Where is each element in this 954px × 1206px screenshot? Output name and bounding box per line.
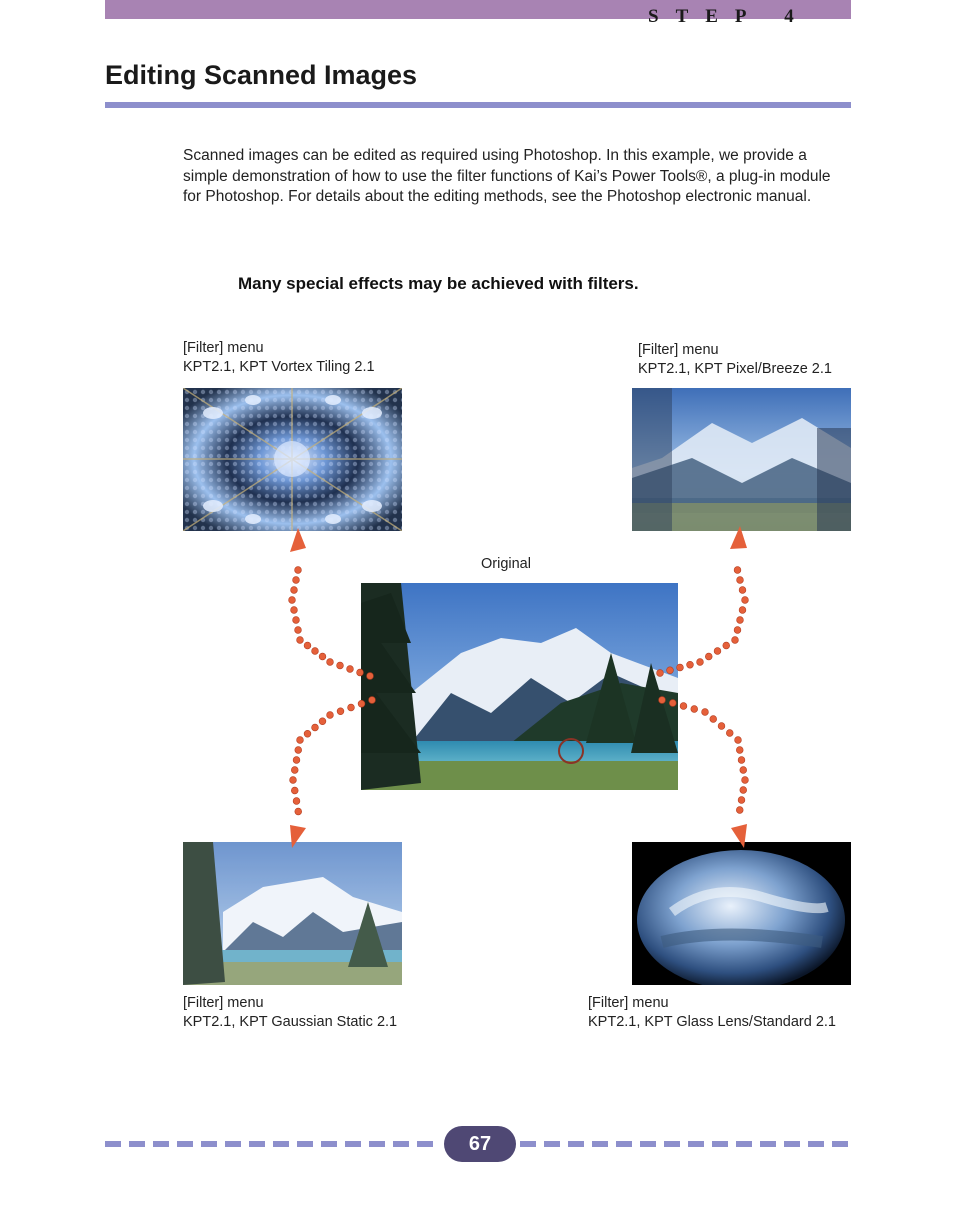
footer-dash — [712, 1141, 728, 1147]
footer-dash — [177, 1141, 193, 1147]
caption-original: Original — [481, 556, 531, 572]
footer-dash — [273, 1141, 289, 1147]
footer-dash — [153, 1141, 169, 1147]
footer-dash — [616, 1141, 632, 1147]
caption-filter-name: KPT2.1, KPT Pixel/Breeze 2.1 — [638, 361, 832, 377]
footer-dash — [664, 1141, 680, 1147]
footer-dash — [417, 1141, 433, 1147]
caption-menu: [Filter] menu — [183, 340, 264, 356]
caption-menu: [Filter] menu — [183, 995, 264, 1011]
footer-dash — [321, 1141, 337, 1147]
footer-dash — [393, 1141, 409, 1147]
footer-dash — [736, 1141, 752, 1147]
footer-dash — [544, 1141, 560, 1147]
section-subheading: Many special effects may be achieved with filters. — [238, 274, 639, 293]
footer-dash — [784, 1141, 800, 1147]
caption-menu: [Filter] menu — [588, 995, 669, 1011]
footer-dash — [129, 1141, 145, 1147]
footer-dash — [225, 1141, 241, 1147]
footer-dash — [760, 1141, 776, 1147]
caption-filter-name: KPT2.1, KPT Vortex Tiling 2.1 — [183, 359, 375, 375]
footer-dash — [832, 1141, 848, 1147]
footer-dash — [640, 1141, 656, 1147]
footer-dash — [369, 1141, 385, 1147]
footer-dash — [808, 1141, 824, 1147]
footer-dash — [592, 1141, 608, 1147]
page-number-badge: 67 — [444, 1126, 516, 1162]
footer-dash — [520, 1141, 536, 1147]
caption-menu: [Filter] menu — [638, 342, 719, 358]
footer-dash — [345, 1141, 361, 1147]
intro-paragraph: Scanned images can be edited as required using Photoshop. In this example, we provide a simple demonstration of how to use the filter functions of Kai’s Power Tools®, a plug-in module for Photoshop. For details about the editing methods, see the Photoshop electronic manual. — [183, 147, 831, 205]
footer-dash — [297, 1141, 313, 1147]
caption-filter-name: KPT2.1, KPT Gaussian Static 2.1 — [183, 1014, 398, 1030]
footer-dash — [249, 1141, 265, 1147]
footer-dash — [568, 1141, 584, 1147]
page-title: Editing Scanned Images — [105, 60, 418, 90]
caption-filter-name: KPT2.1, KPT Glass Lens/Standard 2.1 — [588, 1014, 836, 1030]
footer-dash — [688, 1141, 704, 1147]
step-label: STEP 4 — [648, 6, 811, 27]
footer-dash — [201, 1141, 217, 1147]
footer-dash — [105, 1141, 121, 1147]
